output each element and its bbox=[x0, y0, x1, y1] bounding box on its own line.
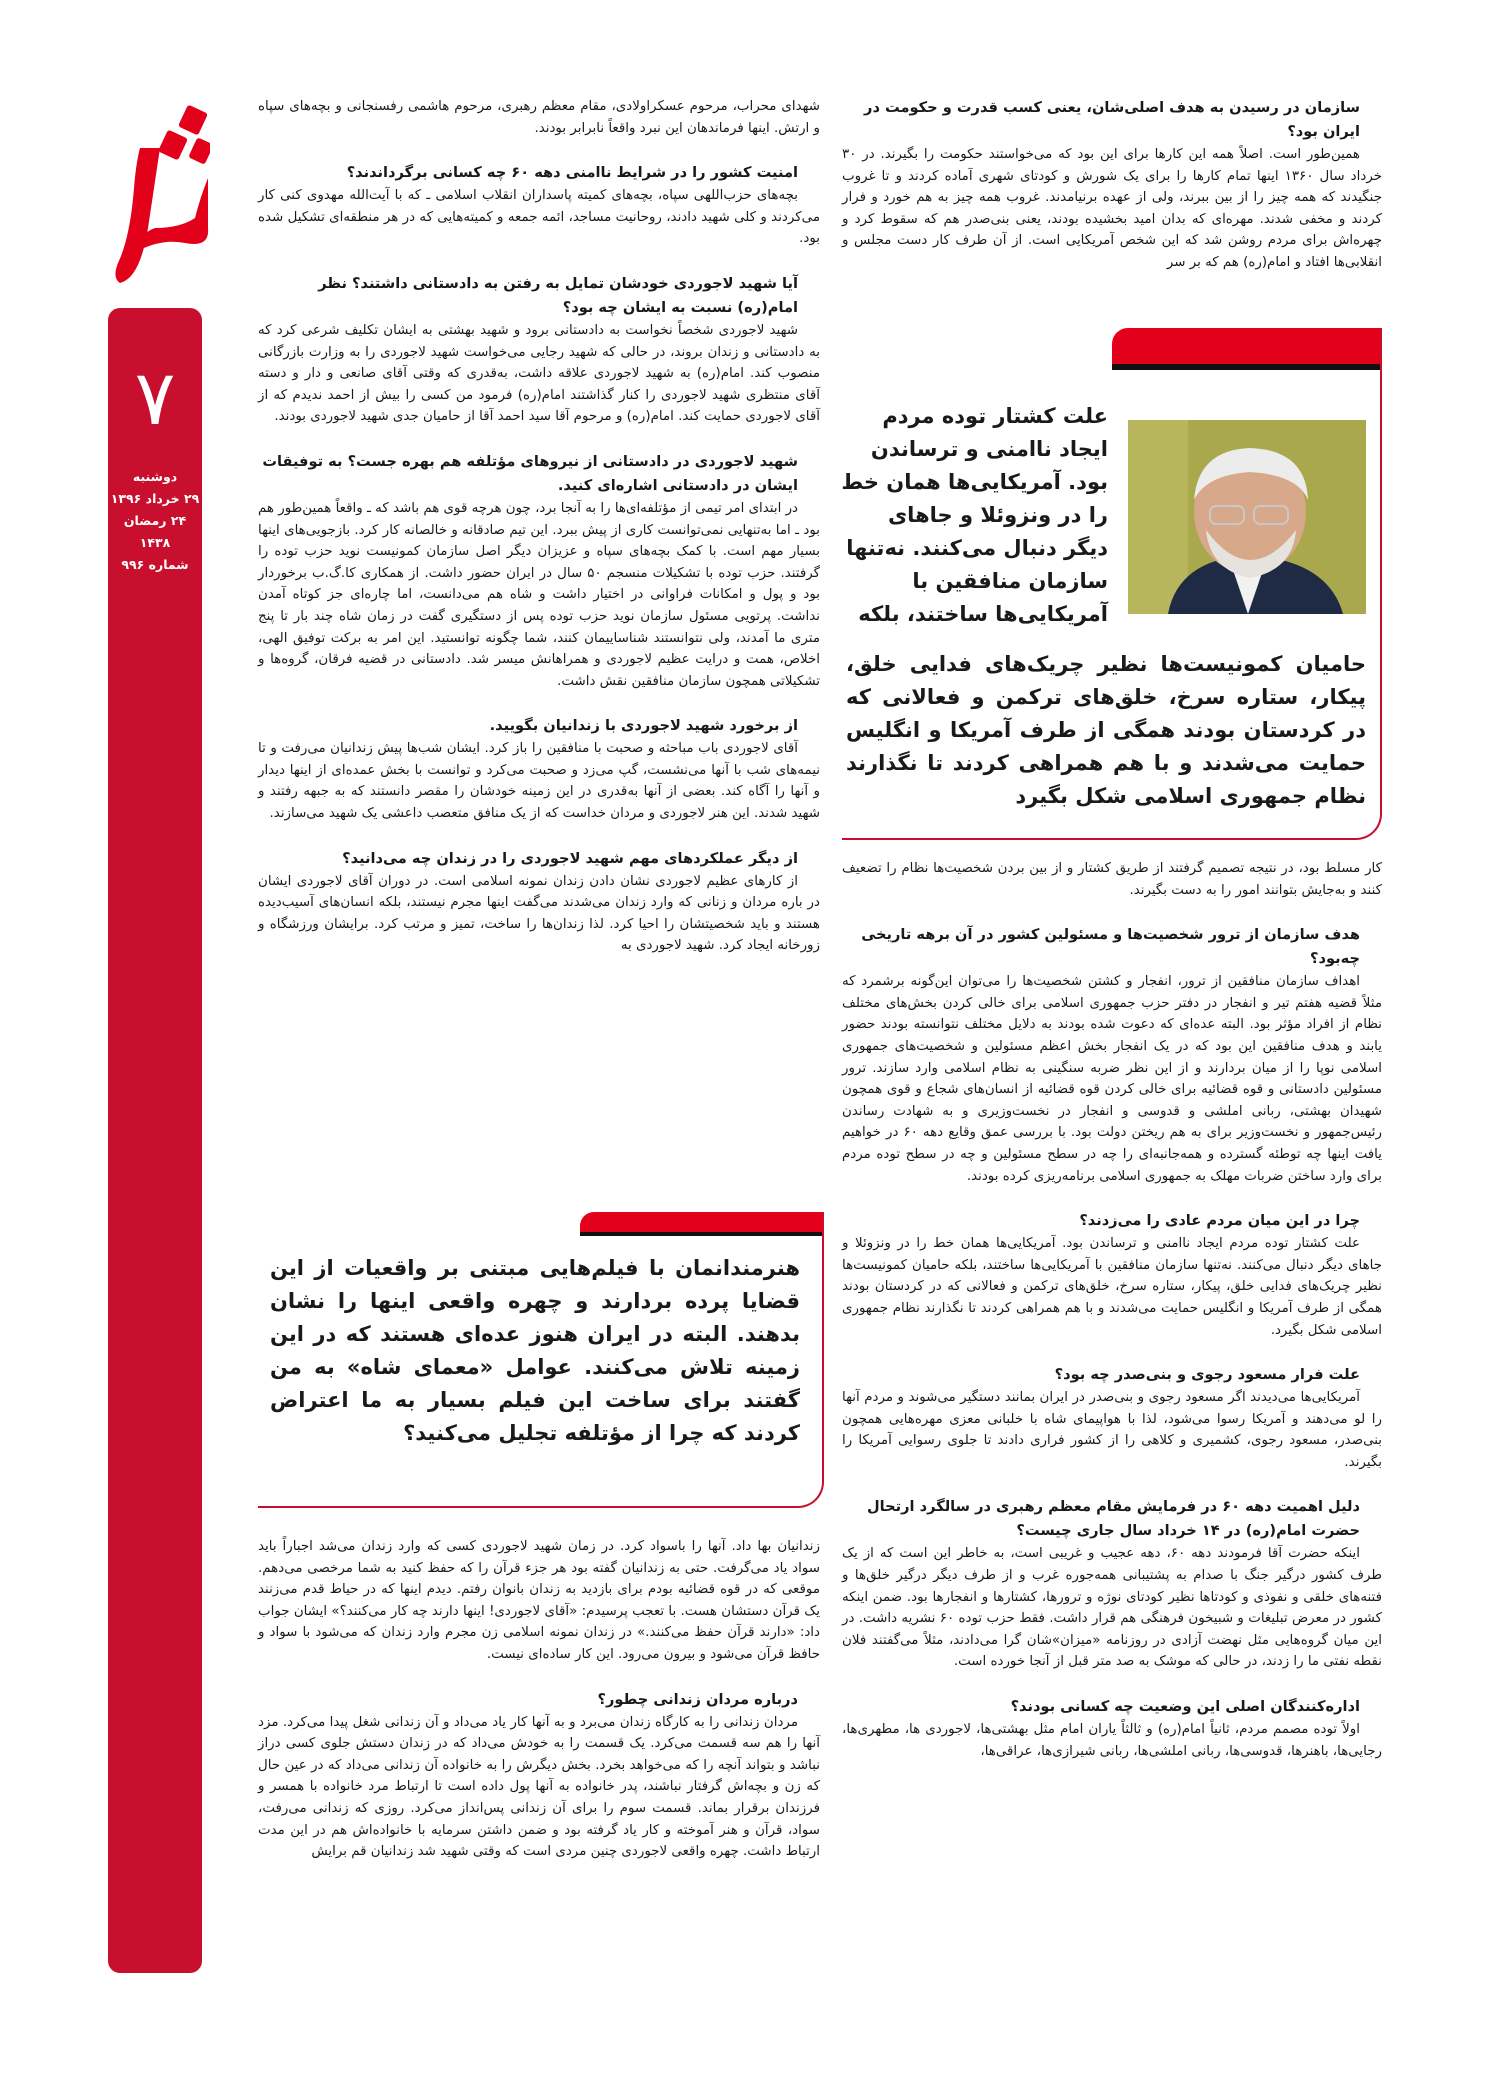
question-heading: علت فرار مسعود رجوی و بنی‌صدر چه بود؟ bbox=[1054, 1366, 1360, 1384]
right-column-bottom bbox=[842, 858, 1382, 1762]
pull-quote-text: هنرمندانمان با فیلم‌هایی مبتنی بر واقعیات از این قضایا پرده بردارند و چهره واقعی اینها را نشان بدهند. البته در ایران هنوز عده‌ای هستند که در این زمینه تلاش می‌کنند. عوامل «معمای شاه» به من گفتند برای ساخت این فیلم بسیار به ما اعتراض کردند که چرا از مؤتلفه تجلیل می‌کنید؟ bbox=[270, 1256, 800, 1445]
question-heading: هدف سازمان از ترور شخصیت‌ها و مسئولین کشور در آن برهه تاریخی چه‌بود؟ bbox=[861, 926, 1360, 968]
intro-paragraph: شهدای محراب، مرحوم عسکراولادی، مقام معظم رهبری، مرحوم هاشمی رفسنجانی و بچه‌های سپاه و ارتش. اینها فرماندهان این نبرد واقعاً نابرابر بودند. bbox=[258, 99, 820, 136]
date-lunar: ۲۴ رمضان ۱۴۳۸ bbox=[123, 513, 187, 550]
answer-paragraph: همین‌طور است. اصلاً همه این کارها برای این بود که می‌خواستند حکومت را بگیرند. در ۳۰ خرداد سال ۱۳۶۰ اینها تمام کارها را برای یک شورش و کودتای شهری آماده کردند و تا غروب جنگیدند که همه چیز را از بین ببرند، ولی از عهده برنیامدند. غروب همه چیز به هم خورد و فرار کردند و مخفی شدند. مهره‌ای که بدان امید بخشیده بودند، یعنی بنی‌صدر هم که سقوط کرد و چهره‌اش برای مردم روشن شد که این شخص آمریکایی است. از آن طرف کار دست مجلس و انقلابی‌ها افتاد و امام(ره) هم که بر سر bbox=[842, 147, 1382, 270]
right-column-top bbox=[842, 96, 1382, 274]
answer-paragraph: شهید لاجوردی شخصاً نخواست به دادستانی برود و شهید بهشتی به ایشان تکلیف شرعی کرد که به دادستانی و زندان بروند، در حالی که شهید رجایی می‌خواست شهید لاجوردی را به وزارت بازرگانی منصوب کند. امام(ره) به شهید لاجوردی علاقه داشت، به‌قدری که وقتی آقای صانعی و دار و دسته آقای منتظری شهید لاجوردی را کنار گذاشتند امام(ره) فرمود من کسی را بیش از احمد ندیدم که از آقای لاجوردی حمایت کند. امام(ره) و مرحوم آقا سید احمد آقا از حامیان جدی شهید لاجوردی بودند. bbox=[258, 322, 820, 425]
pull-quote-box bbox=[842, 328, 1382, 840]
pull-quote-text-continued: حامیان کمونیست‌ها نظیر چریک‌های فدایی خلق، پیکار، ستاره سرخ، خلق‌های ترکمن و فعالانی که در کردستان بودند همگی از طرف آمریکا و انگلیس حمایت می‌شدند و با هم همراهی کردند تا نگذارند نظام جمهوری اسلامی شکل بگیرد bbox=[846, 652, 1366, 808]
answer-paragraph: بچه‌های حزب‌اللهی سپاه، بچه‌های کمیته پاسداران انقلاب اسلامی ـ که با آیت‌الله مهدوی کنی کار می‌کردند و کلی شهید دادند، روحانیت مساجد، ائمه جمعه و کمیته‌هایی که در هر منطقه‌ای تشکیل شده بود. bbox=[258, 188, 820, 247]
portrait-photo bbox=[1128, 420, 1366, 614]
issue-meta bbox=[108, 466, 202, 576]
issue-number: شماره ۹۹۶ bbox=[121, 557, 189, 572]
answer-paragraph: در ابتدای امر تیمی از مؤتلفه‌ای‌ها را به آنجا برد، چون هرچه قوی هم باشد که ـ واقعاً همین‌طور هم بود ـ اما به‌تنهایی نمی‌توانست کاری از پیش ببرد. این تیم صادقانه و خالصانه کار کرد. بازجویی‌های اینها بسیار مهم است. با کمک بچه‌های سپاه و عزیزان دیگر اصل سازمان کمونیست نوید حزب توده را گرفتند. حزب توده با تشکیلات منسجم ۵۰ سال در ایران حضور داشت. از همکاری کا.گ.ب برخوردار بود و پول و امکانات فراوانی در اختیار داشت و شاه هم می‌دانست، اما چاره‌ای جز کوتاه آمدن نداشت. پرتویی مسئول سازمان نوید حزب توده پس از دستگیری گفت در زمان شاه چند بار تا پنج متری ما آمدند، ولی نتوانستند شناساییمان کنند، شما چگونه توانستید. این امر به برکت توفیق الهی، اخلاص، همت و درایت عظیم لاجوردی و همراهانش میسر شد. دادستانی در قضیه فرقان، گروه‌ها و تشکیلاتی همچون سازمان منافقین نقش داشت. bbox=[258, 500, 820, 689]
question-heading: درباره مردان زندانی چطور؟ bbox=[597, 1690, 798, 1708]
answer-paragraph: آمریکایی‌ها می‌دیدند اگر مسعود رجوی و بنی‌صدر در ایران بمانند دستگیر می‌شوند و مردم آنها را لو می‌دهند و آمریکا رسوا می‌شود، لذا با هواپیمای شاه با خلبانی معزی مهره‌هایی همچون بنی‌صدر، مسعود رجوی، کشمیری و کلاهی را از کشور فراری دادند تا جلوی رسوایی آمریکا را بگیرند. bbox=[842, 1390, 1382, 1470]
question-heading: چرا در این میان مردم عادی را می‌زدند؟ bbox=[1079, 1212, 1360, 1230]
continuation-paragraph: کار مسلط بود، در نتیجه تصمیم گرفتند از طریق کشتار و از بین بردن شخصیت‌ها نظام را تضعیف کنند و به‌جایش بتوانند امور را به دست بگیرند. bbox=[842, 861, 1382, 898]
question-heading: آیا شهید لاجوردی خودشان تمایل به رفتن به دادستانی داشتند؟ نظر امام(ره) نسبت به ایشان چه بود؟ bbox=[318, 274, 798, 316]
question-heading: دلیل اهمیت دهه ۶۰ در فرمایش مقام معظم رهبری در سالگرد ارتحال حضرت امام(ره) در ۱۴ خرداد سال جاری چیست؟ bbox=[867, 1498, 1360, 1540]
question-heading: امنیت کشور را در شرایط ناامنی دهه ۶۰ چه کسانی برگرداندند؟ bbox=[346, 164, 798, 182]
portrait-image-icon bbox=[1128, 420, 1366, 614]
answer-paragraph: آقای لاجوردی باب مباحثه و صحبت با منافقین را باز کرد. ایشان شب‌ها پیش زندانیان می‌رفت و تا نیمه‌های شب با آنها می‌نشست، گپ می‌زد و صحبت می‌کرد و توانست با بخش عمده‌ای از اینها دیدار و آنها را آگاه کند. بعضی از آنها به‌قدری در این زمینه خودشان را مقصر دانستند که به جبهه رفتند و شهید شدند. این هنر لاجوردی و مردان خداست که از یک منافق متعصب داعشی یک شهید می‌سازند. bbox=[258, 741, 820, 822]
question-heading: از دیگر عملکردهای مهم شهید لاجوردی را در زندان چه می‌دانید؟ bbox=[342, 849, 798, 867]
answer-paragraph: اهداف سازمان منافقین از ترور، انفجار و کشتن شخصیت‌ها را می‌توان این‌گونه برشمرد که مثلاً قضیه هفتم تیر و انفجار در دفتر حزب جمهوری اسلامی برای خالی کردن بخش‌های مختلف نظام از افراد مؤثر بود. البته عده‌ای که دعوت شده بودند به دلایل مختلف نتوانسته بودند حضور یابند و هدف منافقین این بود که در یک انفجار بخش اعظم مسئولین و شخصیت‌های جمهوری اسلامی نوپا را از میان بردارند و از این نظر ضربه سنگینی به نظام اسلامی وارد سازند. ترور مسئولین دادستانی و قوه قضائیه برای خالی کردن قوه قضائیه از انسان‌های شجاع و قوی همچون شهیدان بهشتی، ربانی املشی و قدوسی و انفجار در نخست‌وزیری و به شهادت رساندن رئیس‌جمهور و نخست‌وزیر برای به هم ریختن دولت بود. با بررسی عمق وقایع دهه ۶۰ در خواهیم یافت اینها چه توطئه گسترده و همه‌جانبه‌ای را چه در سطح مسئولین و چه در سطح توده مردم برای وارد ساختن ضربات مهلک به جمهوری اسلامی برنامه‌ریزی کرده بودند. bbox=[842, 974, 1383, 1184]
masthead-logo bbox=[100, 78, 210, 298]
weekday: دوشنبه bbox=[132, 469, 178, 484]
answer-paragraph: علت کشتار توده مردم ایجاد ناامنی و ترساندن بود. آمریکایی‌ها همان خط را در ونزوئلا و جاهای دیگر دنبال می‌کنند. نه‌تنها سازمان منافقین با آمریکایی‌ها ساختند، بلکه حامیان کمونیست‌ها نظیر چریک‌های فدایی خلق، پیکار، ستاره سرخ، خلق‌های ترکمن و فعالانی که در کردستان بودند همگی از طرف آمریکا و انگلیس حمایت می‌شدند و با هم همراهی کردند تا نگذارند نظام جمهوری اسلامی شکل بگیرد. bbox=[842, 1236, 1382, 1338]
answer-paragraph: اولاً توده مصمم مردم، ثانیاً امام(ره) و ثالثاً یاران امام مثل بهشتی‌ها، لاجوردی ها، مطهری‌ها، رجایی‌ها، باهنرها، قدوسی‌ها، ربانی املشی‌ها، ربانی شیرازی‌ها، عراقی‌ها، bbox=[842, 1722, 1382, 1759]
shoma-logo-icon bbox=[100, 78, 210, 298]
question-heading: اداره‌کنندگان اصلی این وضعیت چه کسانی بودند؟ bbox=[1010, 1698, 1360, 1716]
answer-paragraph: از کارهای عظیم لاجوردی نشان دادن زندان نمونه اسلامی است. در دوران آقای لاجوردی ایشان در باره مردان و زنانی که وارد زندان می‌شدند می‌گفت اینها مجرم نیستند، بلکه انسان‌های آسیب‌دیده هستند و باید شخصیتشان را احیا کرد. لذا زندان‌ها را ساخت، تمیز و مرتب کرد. برایشان ورزشگاه و زورخانه ایجاد کرد. شهید لاجوردی به bbox=[258, 873, 820, 954]
middle-column bbox=[258, 96, 820, 957]
page-number: ۷ bbox=[134, 353, 176, 442]
answer-paragraph: مردان زندانی را به کارگاه زندان می‌برد و به آنها کار یاد می‌داد و آن زندانی شغل پیدا می‌کرد. مزد آنها را هم سه قسمت می‌کرد. یک قسمت را به خودش می‌داد که در زندان دستش جلوی کسی دراز نباشد و بتواند آنچه را که می‌خواهد بخرد. بخش دیگرش را به خانواده آن زندانی می‌داد که در عین حال که زن و بچه‌اش گرفتار نباشند، پدر خانواده به آنها پول داده است تا ارتباط مرد خانواده با همسر و فرزندان برقرار بماند. قسمت سوم را برای آن زندانی پس‌انداز می‌کرد. روزی که زندانی می‌رفت، سواد، قرآن و هنر آموخته و کار یاد گرفته بود و ضمن داشتن سرمایه با خانواده‌اش هم در این مدت ارتباط داشت. چهره واقعی لاجوردی چنین مردی است که وقتی شهید شد زندانیان قم برایش bbox=[258, 1714, 820, 1860]
question-heading: از برخورد شهید لاجوردی با زندانیان بگویید. bbox=[489, 717, 798, 735]
accent-bar bbox=[1112, 328, 1380, 370]
pull-quote-box-middle bbox=[258, 1212, 824, 1508]
issue-sidebar bbox=[108, 308, 202, 1973]
pull-quote-text: علت کشتار توده مردم ایجاد ناامنی و ترساندن بود. آمریکایی‌ها همان خط را در ونزوئلا و جاهای دیگر دنبال می‌کنند. نه‌تنها سازمان منافقین با آمریکایی‌ها ساختند، بلکه bbox=[841, 404, 1108, 626]
answer-paragraph: اینکه حضرت آقا فرمودند دهه ۶۰، دهه عجیب و غریبی است، به خاطر این است که از یک طرف کشور درگیر جنگ با صدام به پشتیبانی همه‌جوره غرب و از طرف دیگر درگیر خلق‌ها و فتنه‌های خلقی و نفوذی و کودتاها نظیر کودتای نوژه و ترورها، کشتارها و انفجارها بود. ضمن اینکه کشور در معرض تبلیغات و شبیخون فرهنگی هم قرار داشت. فقط حزب توده ۶۰ نشریه داشت. در این میان گروه‌هایی مثل نهضت آزادی در روزنامه «میزان»شان گرا می‌دادند، مثلاً می‌گفتند فلان نقطه نفتی ما را زدند، در حالی که موشک به صد متر قبل از آنجا خورده است. bbox=[842, 1546, 1382, 1670]
accent-bar bbox=[580, 1212, 822, 1236]
middle-column-bottom bbox=[258, 1536, 820, 1863]
date-solar: ۲۹ خرداد ۱۳۹۶ bbox=[110, 491, 200, 506]
continuation-paragraph: زندانیان بها داد. آنها را باسواد کرد. در زمان شهید لاجوردی کسی که وارد زندان می‌شد اجباراً باید سواد یاد می‌گرفت. حتی به زندانیان گفته بود هر جزء قرآن را که حفظ کنید به شما مرخصی می‌دهم. موقعی که در قوه قضائیه بودم برای بازدید به زندان بانوان رفتم. دیدم اینها که در حیاط قدم می‌زنند یک قرآن دستشان هست. با تعجب پرسیدم: «آقای لاجوردی! اینها دارند چه کار می‌کنند؟» ایشان جواب داد: «دارند قرآن حفظ می‌کنند.» در زندان نمونه اسلامی زن مجرم وارد زندان که می‌شود با سواد و حافظ قرآن می‌شود و بیرون می‌رود. این کار ساده‌ای نیست. bbox=[258, 1539, 820, 1662]
question-heading: شهید لاجوردی در دادستانی از نیروهای مؤتلفه هم بهره جست؟ به توفیقات ایشان در دادستانی اشاره‌ای کنید. bbox=[262, 452, 798, 494]
question-heading: سازمان در رسیدن به هدف اصلی‌شان، یعنی کسب قدرت و حکومت در ایران بود؟ bbox=[864, 99, 1360, 140]
